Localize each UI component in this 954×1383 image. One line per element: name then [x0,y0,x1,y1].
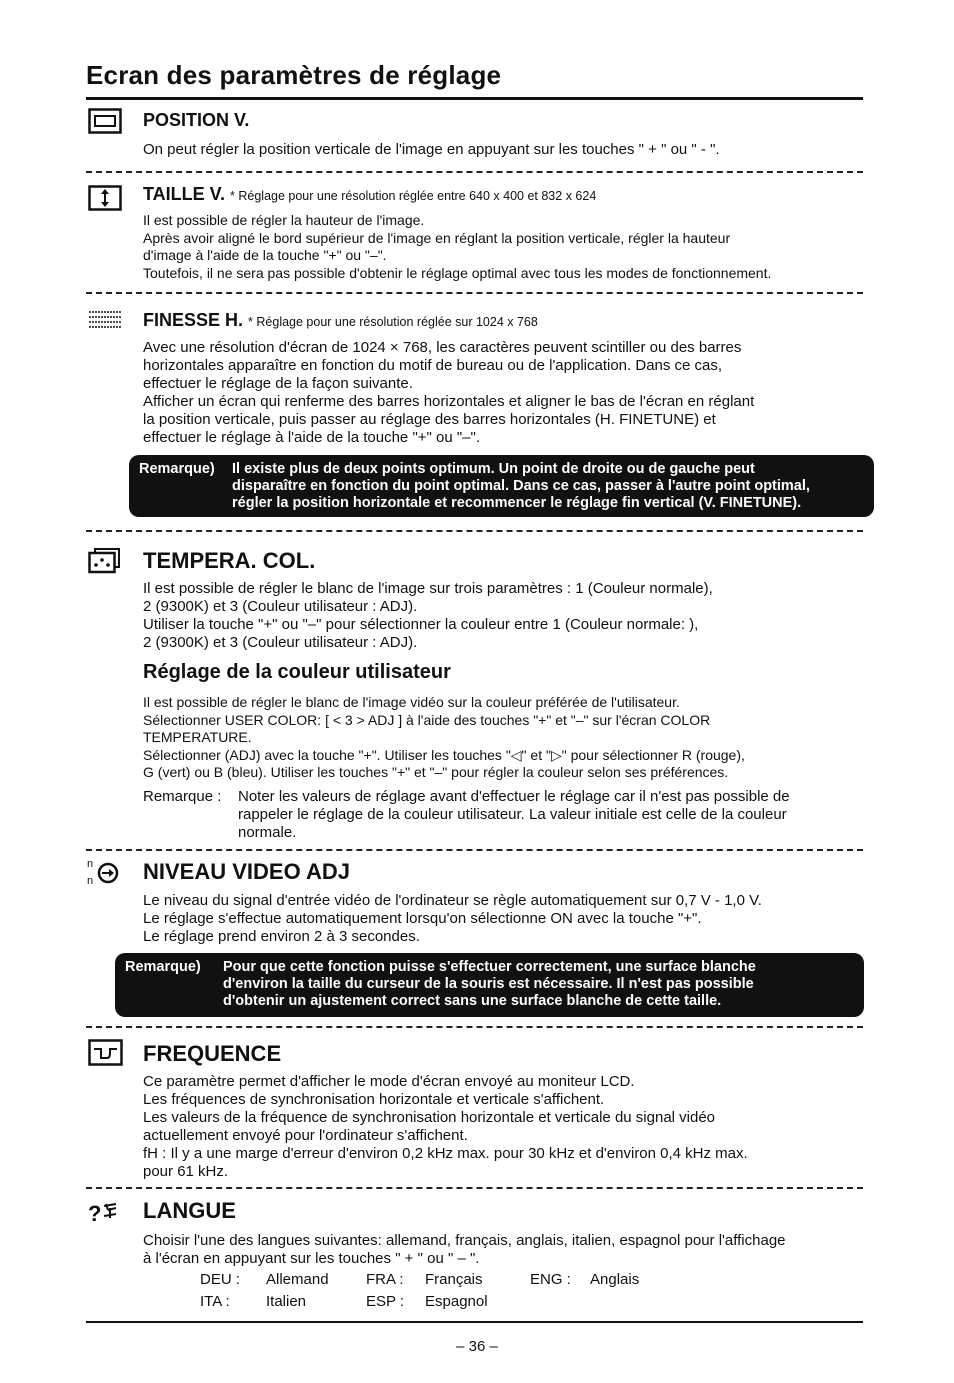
remark-text: Il existe plus de deux points optimum. Un point de droite ou de gauche peut disparaître en fonction du point optimal. Dans ce cas, passer à l'autre point optimal, régler la position horizontale et recommencer le réglage fin vertical (V. FINETUNE). [232,461,810,511]
title-rule [86,97,863,100]
section-text-finesse-h: Avec une résolution d'écran de 1024 × 768, les caractères peuvent scintiller ou des barres horizontales apparaître en fonction du motif de bureau ou de l'application. Dans ce cas, effectuer le réglage de la façon suivante. Afficher un écran qui renferme des barres horizontales et aligner le bas de l'écran en réglant la position verticale, puis passer au réglage des barres horizontales (H. FINETUNE) et effectuer le réglage à l'aide de la touche "+" ou "–". [143,339,755,446]
remark-label: Remarque) [139,461,215,477]
subsection-text-user-color: Il est possible de régler le blanc de l'image vidéo sur la couleur préférée de l'utilisateur. Sélectionner USER COLOR: [ < 3 > ADJ ] à l'aide des touches "+" et "–" sur l'écran COLOR TEMPERATURE. Sélectionner (ADJ) avec la touche "+". Utiliser les touches "◁" et "▷" pour sélectionner R (rouge), G (vert) ou B (bleu). Utiliser les touches "+" et "–" pour régler la couleur selon ses préférences. [143,694,745,780]
finesse-h-note: * Réglage pour une résolution réglée sur 1024 x 768 [248,315,538,329]
lang-name: Français [425,1271,483,1288]
section-text-position-v: On peut régler la position verticale de l'image en appuyant sur les touches " + " ou " - ". [143,141,720,158]
divider [86,530,863,532]
svg-text:?: ? [88,1201,102,1226]
section-title-langue: LANGUE [143,1198,236,1223]
remark-box [115,953,864,1017]
remark-box [129,455,874,517]
page-title: Ecran des paramètres de réglage [86,60,502,90]
divider [86,849,863,851]
lang-code: FRA : [366,1271,404,1288]
divider [86,1026,863,1028]
remark-text: Noter les valeurs de réglage avant d'effectuer le réglage car il n'est pas possible de rappeler le réglage de la couleur utilisateur. La valeur initiale est celle de la couleur normale. [238,788,790,841]
svg-text:n: n [87,875,94,887]
lang-code: ITA : [200,1293,230,1310]
lang-code: ESP : [366,1293,405,1310]
footer-rule [86,1321,863,1323]
color-temperature-icon [88,546,122,574]
lang-code: DEU : [200,1271,241,1288]
section-text-tempera-col: Il est possible de régler le blanc de l'image sur trois paramètres : 1 (Couleur normale), 2 (9300K) et 3 (Couleur utilisateur : ADJ). Utiliser la touche "+" ou "–" pour sélectionner la couleur entre 1 (Couleur normale: ), 2 (9300K) et 3 (Couleur utilisateur : ADJ). [143,580,713,651]
horizontal-finetune-icon [88,310,122,332]
remark-text: Pour que cette fonction puisse s'effectuer correctement, une surface blanche d'environ la taille du curseur de la souris est nécessaire. Il n'est pas possible d'obtenir un ajustement correct sans une surface blanche de cette taille. [223,959,756,1009]
lang-name: Espagnol [425,1293,488,1310]
remark-label: Remarque) [125,959,201,975]
frequency-icon [88,1039,124,1067]
divider [86,292,863,294]
divider [86,171,863,173]
section-text-niveau-video: Le niveau du signal d'entrée vidéo de l'ordinateur se règle automatiquement sur 0,7 V - 1,0 V. Le réglage s'effectue automatiquement lorsqu'on sélectionne ON avec la touche "+". Le réglage prend environ 2 à 3 secondes. [143,892,762,945]
section-title-tempera-col: TEMPERA. COL. [143,548,316,573]
taille-v-note: * Réglage pour une résolution réglée entre 640 x 400 et 832 x 624 [230,189,597,203]
lang-name: Anglais [590,1271,640,1288]
page-number: – 36 – [456,1338,498,1355]
video-level-icon [86,855,126,887]
taille-v-title: TAILLE V. [143,184,226,204]
subsection-title-user-color: Réglage de la couleur utilisateur [143,661,451,683]
section-title-frequence: FREQUENCE [143,1041,282,1066]
section-title-finesse-h [143,310,538,331]
vertical-position-icon [88,108,122,134]
vertical-size-icon [88,185,122,211]
language-icon [86,1196,126,1226]
lang-code: ENG : [530,1271,571,1288]
section-text-taille-v: Il est possible de régler la hauteur de l'image. Après avoir aligné le bord supérieur de l'image en réglant la position verticale, régler la hauteur d'image à l'aide de la touche "+" ou "–". Toutefois, il ne sera pas possible d'obtenir le réglage optimal avec tous les modes de fonctionnement. [143,212,772,281]
lang-name: Allemand [266,1271,329,1288]
remark-label: Remarque : [143,788,222,805]
section-text-frequence: Ce paramètre permet d'afficher le mode d'écran envoyé au moniteur LCD. Les fréquences de synchronisation horizontale et verticale s'affichent. Les valeurs de la fréquence de synchronisation horizontale et verticale du signal vidéo actuellement envoyé pour l'ordinateur s'affichent. fH : Il y a une marge d'erreur d'environ 0,2 kHz max. pour 30 kHz et d'environ 0,4 kHz max. pour 61 kHz. [143,1073,748,1180]
section-title-taille-v [143,184,596,205]
section-title-position-v: POSITION V. [143,110,250,130]
finesse-h-title: FINESSE H. [143,310,244,330]
svg-text:n: n [87,858,94,870]
section-title-niveau-video: NIVEAU VIDEO ADJ [143,859,351,884]
lang-name: Italien [266,1293,307,1310]
divider [86,1187,863,1189]
section-text-langue: Choisir l'une des langues suivantes: allemand, français, anglais, italien, espagnol pour l'affichage à l'écran en appuyant sur les touches " + " ou " – ". [143,1232,786,1267]
